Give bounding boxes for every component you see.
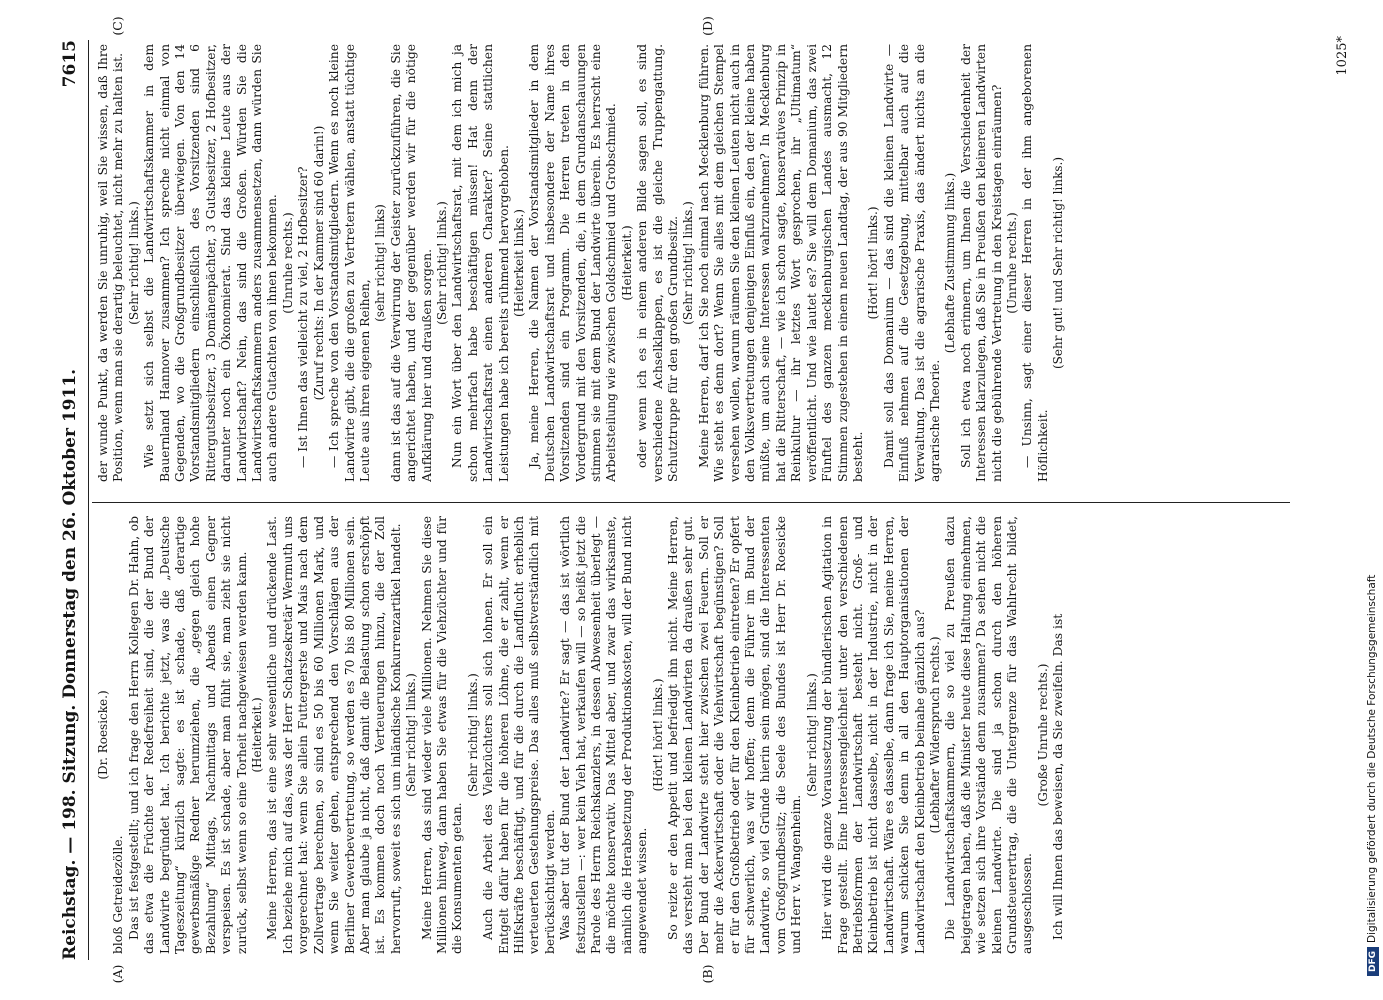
stage-direction: (Heiterkeit.) xyxy=(619,225,634,301)
left-column xyxy=(96,516,1291,954)
stage-direction: (Heiterkeit.) xyxy=(250,697,265,773)
digitization-text: Digitalisierung gefördert durch die Deutsche Forschungsgemeinschaft xyxy=(1366,574,1378,943)
margin-letter-a: (A) xyxy=(110,964,125,984)
stage-direction: (Lebhafte Zustimmung links.) xyxy=(943,172,958,354)
paragraph: Damit soll das Domanium — das sind die kleinen Landwirte — Einfluß nehmen auf die Gesetzgebung, mittelbar auch auf die Verwaltung. Das ist die agrarische Praxis, das ändert nichts an die agrarische Theorie. xyxy=(881,44,942,482)
paragraph: Das ist festgestellt; und ich frage den Herrn Kollegen Dr. Hahn, ob das etwa die Früchte der Redefreiheit sind, die der Bund der Landwirte begründet hat. Ich berichte jetzt, was die „Deutsche Tageszeitung“ kürzlich sagte: es ist schade, daß derartige gewerbsmäßige Redner herumziehen, die „gegen gleich hohe Bezahlung“ Mittags, Nachmittags und Abends einen Gegner verspeisen. Es ist schade, aber man fühlt sie, man zieht sie nicht zurück, selbst wenn so eine Torheit nachgewiesen werden kann. xyxy=(126,516,249,954)
stage-direction: (Sehr richtig! links.) xyxy=(804,673,819,797)
digitization-credit xyxy=(1366,575,1379,976)
paragraph: Ich will Ihnen das beweisen, da Sie zweifeln. Das ist xyxy=(1051,613,1066,940)
margin-letter-c: (C) xyxy=(110,16,125,36)
stage-direction: (Hört! hört! links.) xyxy=(650,678,665,792)
paragraph: — Unsinn, sagt einer dieser Herren in der ihm angeborenen Höflichkeit. xyxy=(1020,44,1050,482)
stage-direction: (Zuruf rechts: In der Kammer sind 60 darin!) xyxy=(311,125,326,401)
paragraph: dann ist das auf die Verwirrung der Geister zurückzuführen, die Sie angerichtet haben, und der gegenüber werden wir für die nötige Aufklärung hier und draußen sorgen. xyxy=(388,44,434,482)
signature-mark: 1025* xyxy=(1335,36,1350,76)
paragraph: Meine Herren, das ist eine sehr wesentliche und drückende Last. Ich beziehe mich auf das, was der Herr Schatzsekretär Wermuth uns vorgerechnet hat: wenn Sie allein Futtergerste und Mais nach dem Zollvertrage berechnen, so sind es 50 bis 60 Millionen Mark, und wenn Sie weiter gehen, entsprechend den Vorschlägen aus der Berliner Gewerbevertretung, so werden es 70 bis 80 Millionen sein. Aber man glaube ja nicht, daß damit die Belastung schon erschöpft ist. Es kommen doch noch Verteuerungen hinzu, die der Zoll hervorruft, soweit es sich um inländische Konkurrenzartikel handelt. xyxy=(265,516,403,954)
paragraph: der wunde Punkt, da werden Sie unruhig, weil Sie wissen, daß Ihre Position, wenn man sie derartig beleuchtet, nicht mehr zu halten ist. xyxy=(96,44,126,482)
stage-direction: (Sehr gut! und Sehr richtig! links.) xyxy=(1051,156,1066,370)
margin-letter-d: (D) xyxy=(700,16,715,36)
stage-direction: (Große Unruhe rechts.) xyxy=(1035,663,1050,807)
paragraph: Nun ein Wort über den Landwirtschaftsrat, mit dem ich mich ja schon mehrfach habe beschäftigen müssen! Hat denn der Landwirtschaftsrat einen anderen Charakter? Seine stattlichen Leistungen habe ich bereits rühmend hervorgehoben. xyxy=(450,44,511,482)
paragraph: Meine Herren, das sind wieder viele Millionen. Nehmen Sie diese Millionen hinweg, dann haben Sie etwas für die Viehzüchter und für die Konsumenten getan. xyxy=(419,516,465,954)
stage-direction: (Sehr richtig! links.) xyxy=(465,673,480,797)
header-page-number: 7615 xyxy=(60,40,80,88)
stage-direction: (Dr. Roesicke.) xyxy=(96,690,110,780)
right-column xyxy=(96,44,1291,482)
paragraph: — Ich spreche von den Vorstandsmitgliedern. Wenn es noch kleine Landwirte gibt, die die großen zu Vertretern wählen, anstatt tüchtige Leute aus ihren eigenen Reihen, xyxy=(327,44,372,482)
paragraph: So reizte er den Appetit und befriedigt ihn nicht. Meine Herren, das versteht man bei den kleinen Landwirten da draußen sehr gut. Der Bund der Landwirte steht hier zwischen zwei Feuern. Soll er mehr die Ackerwirtschaft oder die Viehwirtschaft begünstigen? Soll er für den Großbetrieb oder für den Kleinbetrieb eintreten? Er opfert für schwerlich, was wir hoffen; denn die Führer im Bund der Landwirte, so viel Gründe hierin sein mögen, sind die Interessenten vom Großgrundbesitz; die Seele des Bundes ist Herr Dr. Roesicke und Herr v. Wangenheim. xyxy=(666,516,804,954)
header-title: Reichstag. — 198. Sitzung. Donnerstag den 26. Oktober 1911. xyxy=(60,368,80,960)
paragraph: oder wenn ich es in einem anderen Bilde sagen soll, es sind verschiedene Achselklappen, es ist die gleiche Truppengattung. Schutztruppe für den großen Grundbesitz. xyxy=(635,44,681,482)
paragraph: Soll ich etwa noch erinnern, um Ihnen die Verschiedenheit der Interessen klarzulegen, daß Sie in Preußen den kleineren Landwirten nicht die gebührende Vertretung in den Kreistagen einräumen? xyxy=(958,44,1004,482)
stage-direction: (Sehr richtig! links.) xyxy=(681,201,696,325)
paragraph: bloß Getreidezölle. xyxy=(111,835,126,954)
paragraph: Die Landwirtschaftskammern, die so viel zu Preußen dazu beigetragen haben, daß die Minister heute diese Haltung einnehmen, wie setzen sich ihre Vorstände denn zusammen? Da sehen nicht die kleinen Landwirte. Die sind ja schon durch den höheren Grundsteuerertrag, die die Untergrenze für das Wahlrecht bildet, ausgeschlossen. xyxy=(943,516,1035,954)
dfg-logo: DFG xyxy=(1367,947,1379,976)
stage-direction: (sehr richtig! links) xyxy=(373,204,388,322)
stage-direction: (Lebhafter Widerspruch rechts.) xyxy=(927,636,942,834)
stage-direction: (Hört! hört! links.) xyxy=(866,206,881,320)
column-divider xyxy=(92,502,1290,503)
paragraph: Ja, meine Herren, die Namen der Vorstandsmitglieder in dem Deutschen Landwirtschaftsrat und insbesondere der Name ihres Vorsitzenden sind ein Programm. Die Herren treten in den Vordergrund mit den Vorsitzenden, die, in dem Grundanschauungen stimmen sie mit dem Bund der Landwirte überein. Es herrscht eine Arbeitsteilung wie zwischen Goldschmied und Grobschmied. xyxy=(527,44,619,482)
stage-direction: (Unruhe rechts.) xyxy=(1004,212,1019,314)
paragraph: Was aber tut der Bund der Landwirte? Er sagt — das ist wörtlich festzustellen —: wer kein Vieh hat, verkaufen will — so heißt jetzt die Parole des Herrn Reichskanzlers, in dessen Abwesenheit überlegt — die möchte konservativ. Das Mittel aber, und zwar das wirksamste, nämlich die Herabsetzung der Produktionskosten, will der Bund nicht angewendet wissen. xyxy=(558,516,650,954)
page-header xyxy=(60,40,89,960)
paragraph: Hier wird die ganze Voraussetzung der bündlerischen Agitation in Frage gestellt. Eine Interessengleichheit unter den verschiedenen Betriebsformen der Landwirtschaft besteht nicht. Groß- und Kleinbetrieb ist nicht dasselbe, nicht in der Industrie, nicht in der Landwirtschaft. Wäre es dasselbe, dann frage ich Sie, meine Herren, warum schicken Sie denn in all den Hauptorganisationen der Landwirtschaft den Kleinbetrieb beinahe gänzlich aus? xyxy=(820,516,927,954)
stage-direction: (Unruhe rechts.) xyxy=(280,212,295,314)
stage-direction: (Sehr richtig! links.) xyxy=(434,201,449,325)
paragraph: Wie setzt sich selbst die Landwirtschaftskammer in dem Bauernland Hannover zusammen? Ich spreche nicht einmal von Gegenden, wo die Großgrundbesitzer überwiegen. Von den 14 Vorstandsmitgliedern einschließlich des Vorsitzenden sind 6 Rittergutsbesitzer, 3 Domänenpächter, 3 Gutsbesitzer, 2 Hofbesitzer, darunter noch ein Ökonomierat. Sind das kleine Leute aus der Landwirtschaft? Nein, das sind die Großen. Würden Sie die Landwirtschaftskammern anders zusammensetzen, dann würden Sie auch andere Gutachten von ihnen bekommen. xyxy=(142,44,280,482)
paragraph: Auch die Arbeit des Viehzüchters soll sich lohnen. Er soll ein Entgelt dafür haben für die höheren Löhne, die er zahlt, wenn er Hilfskräfte beschäftigt, und für die durch die Landflucht erheblich verteuerten Gestehungspreise. Das alles muß selbstverständlich mit berücksichtigt werden. xyxy=(481,516,557,954)
stage-direction: (Sehr richtig! links.) xyxy=(126,201,141,325)
paragraph: — Ist Ihnen das vielleicht zu viel, 2 Hofbesitzer? xyxy=(296,166,311,468)
stage-direction: (Heiterkeit links.) xyxy=(511,209,526,317)
paragraph: Meine Herren, darf ich Sie noch einmal nach Mecklenburg führen. Wie steht es denn dort? Wenn Sie alles mit dem gleichen Stempel versehen wollen, warum räumen Sie den kleinen Leuten nicht auch in den Volksvertretungen denjenigen Einfluß ein, den der kleine haben müßte, um auch seine Interessen wahrzunehmen? In Mecklenburg hat die Ritterschaft, — wie ich schon sagte, konservatives Prinzip in Reinkultur — ihr letztes Wort gesprochen, ihr „Ultimatum“ veröffentlicht. Und wie lautet es? Sie will dem Domanium, das zwei Fünftel des ganzen mecklenburgischen Landes ausmacht, 12 Stimmen zugestehen in einem neuen Landtag, der aus 90 Mitgliedern besteht. xyxy=(696,44,865,482)
stage-direction: (Sehr richtig! links.) xyxy=(404,673,419,797)
margin-letter-b: (B) xyxy=(700,964,715,984)
